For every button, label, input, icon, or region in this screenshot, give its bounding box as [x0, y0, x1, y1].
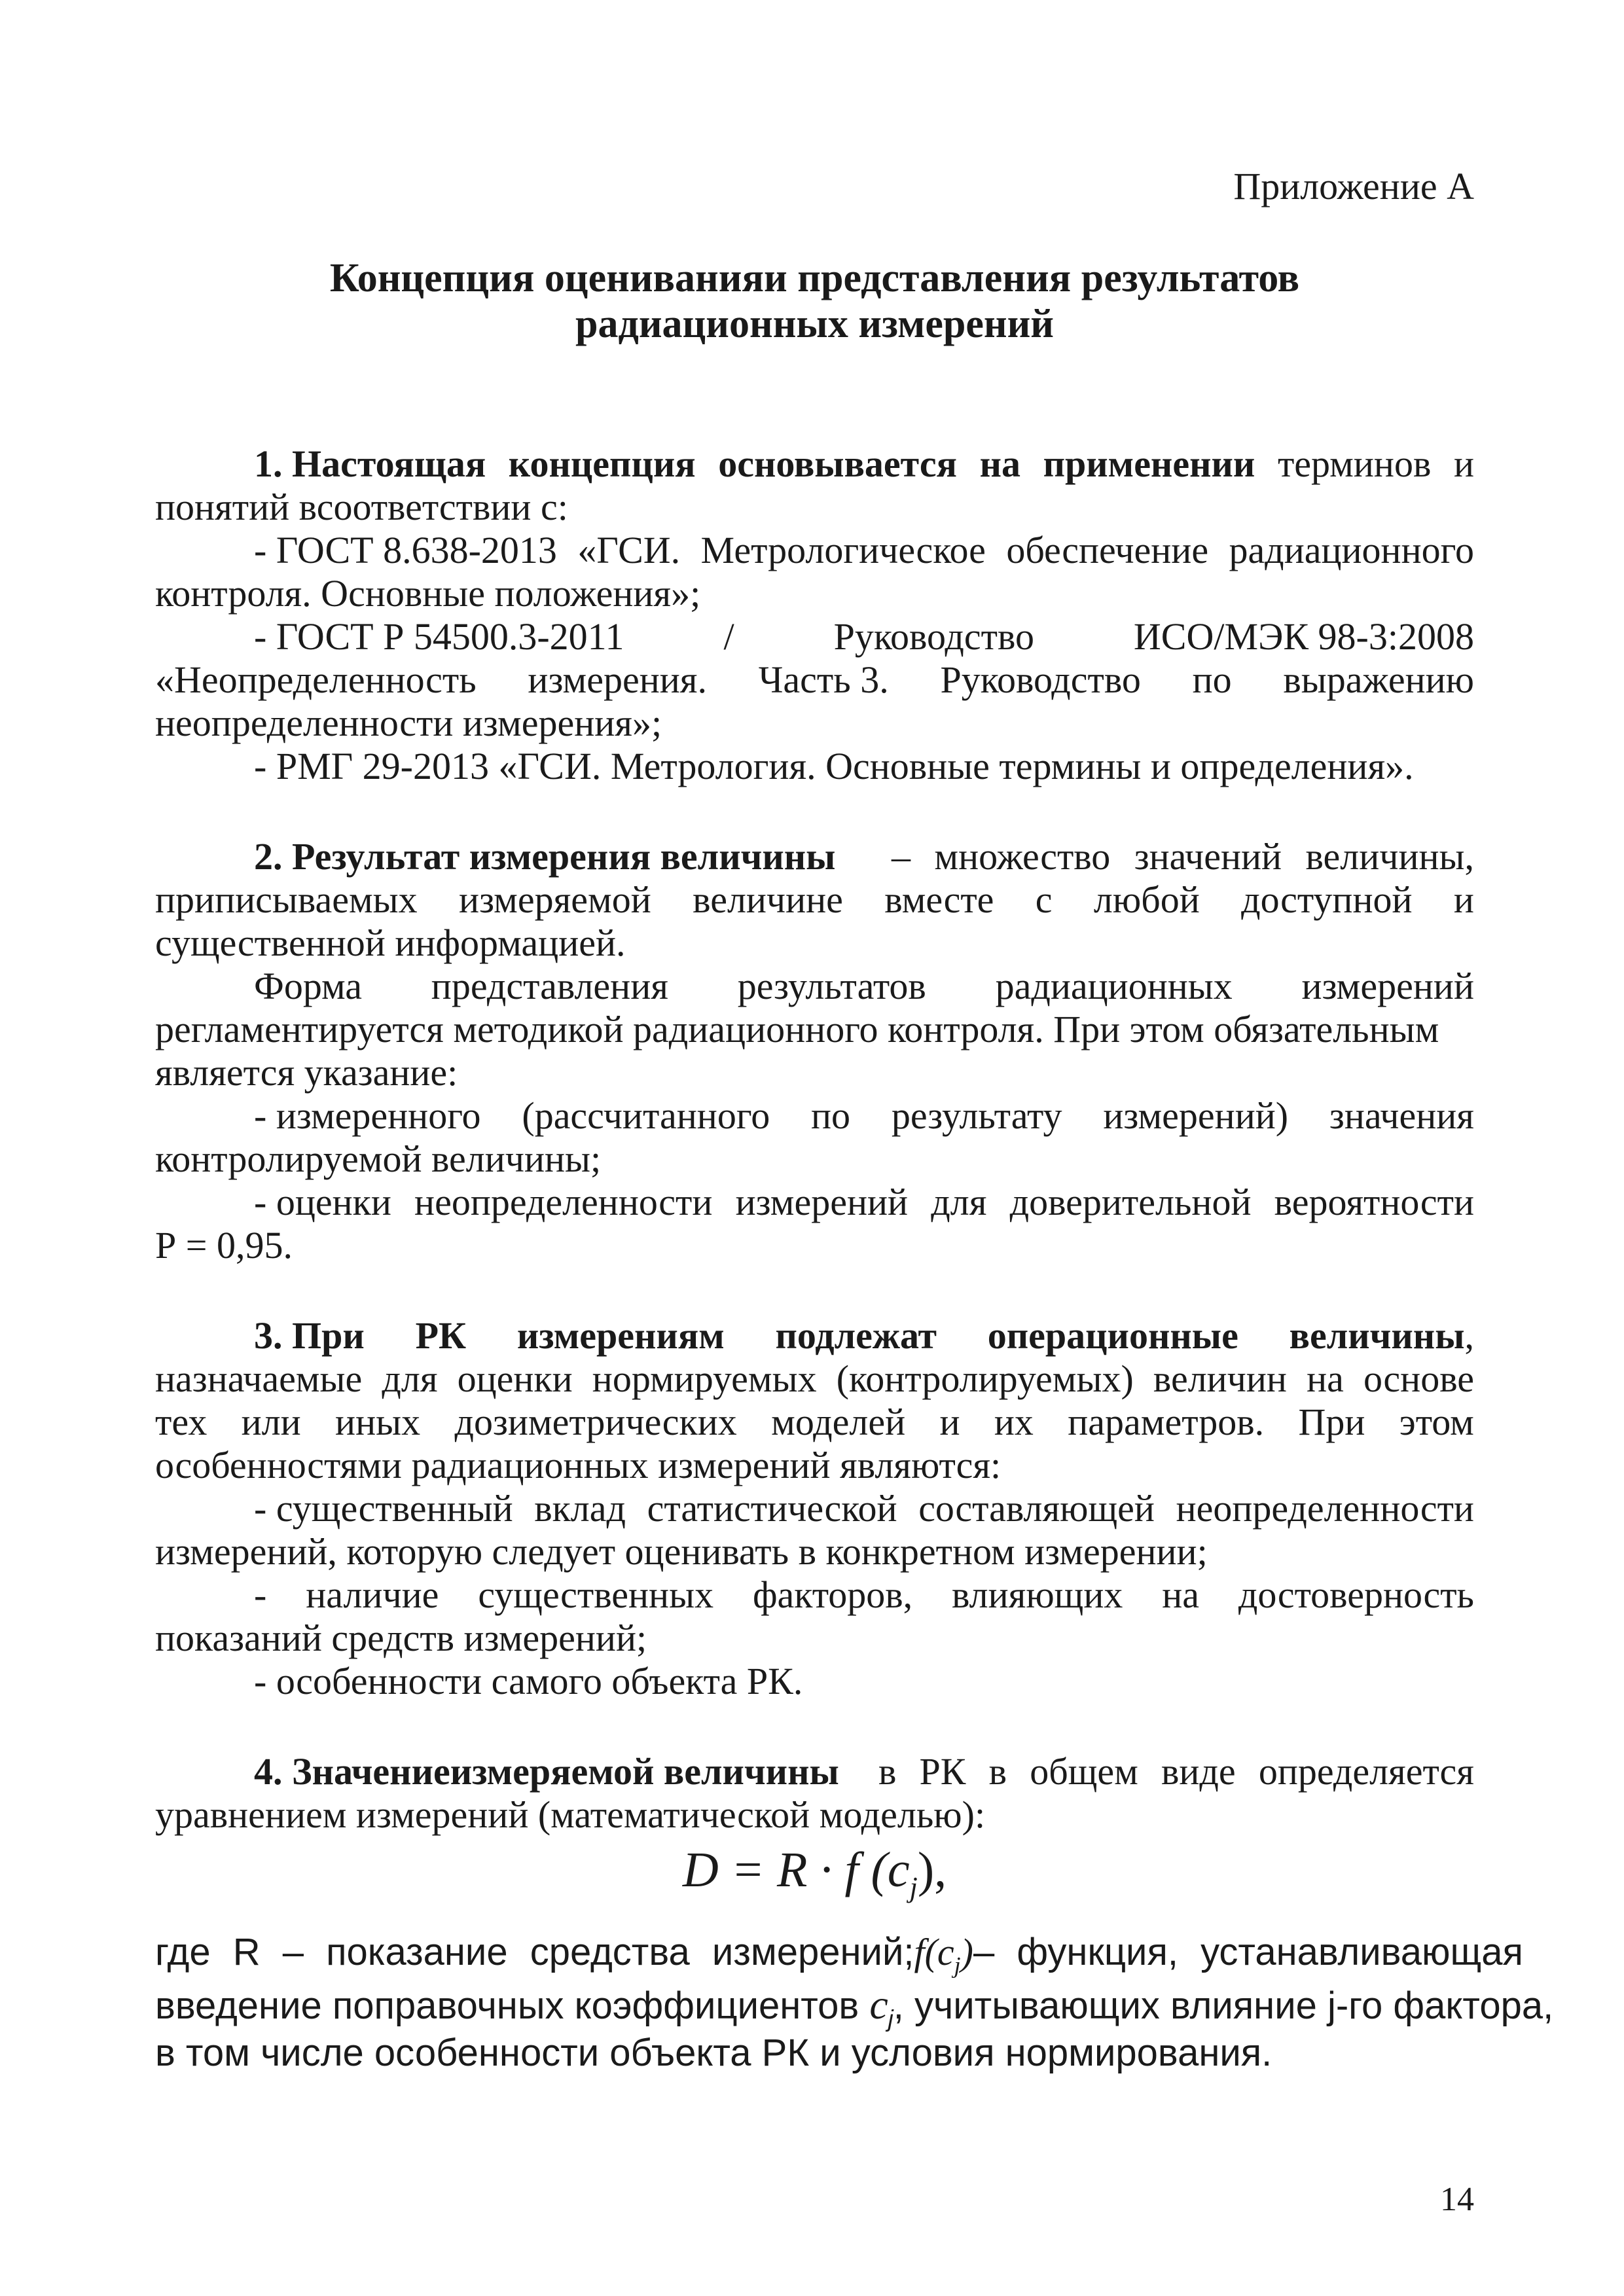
formula-text: D = R · f (c	[682, 1842, 910, 1897]
word: назначаемые	[155, 1357, 363, 1400]
word: с	[1035, 878, 1053, 921]
word: - ГОСТ 8.638-2013	[254, 529, 557, 571]
word: –	[892, 835, 911, 878]
s4-line-1	[254, 1750, 1474, 1793]
s1-num: 1. Настоящая	[254, 442, 486, 485]
word: приписываемых	[155, 878, 418, 921]
word: значения	[1329, 1094, 1474, 1137]
measurement-equation	[155, 1840, 1474, 1917]
word: в	[988, 1750, 1007, 1793]
s4-line-2: уравнением измерений (математической моделью):	[155, 1793, 986, 1836]
word: виде	[1161, 1750, 1236, 1793]
word: общем	[1030, 1750, 1138, 1793]
s2-bullet-1	[254, 1094, 1474, 1138]
word: /	[723, 615, 734, 658]
word: определяется	[1258, 1750, 1474, 1793]
where-text: где R – показание средства измерений;	[155, 1931, 914, 1973]
coefficients-text: введение поправочных коэффициентов	[155, 1984, 859, 2027]
word: неопределенности	[1176, 1487, 1474, 1530]
s3-bullet-2-cont: показаний средств измерений;	[155, 1617, 647, 1659]
function-description: – функция, устанавливающая	[973, 1931, 1523, 1973]
word: этом	[1399, 1401, 1474, 1443]
coefficients-text-2: , учитывающих влияние j-го фактора,	[893, 1984, 1554, 2027]
word: измерений)	[1103, 1094, 1289, 1137]
word: основывается	[718, 442, 957, 485]
word: - оценки	[254, 1181, 391, 1223]
word: (рассчитанного	[522, 1094, 770, 1137]
word: неопределенности	[414, 1181, 713, 1223]
word: параметров.	[1068, 1401, 1265, 1443]
s1-bullet-2-cont	[155, 658, 1474, 702]
word: результату	[891, 1094, 1062, 1137]
s4-where-line-3: в том числе особенности объекта РК и условия нормирования.	[155, 2032, 1272, 2074]
word: концепция	[508, 442, 696, 485]
word: Часть 3.	[758, 658, 889, 701]
s2-bullet-1-cont: контролируемой величины;	[155, 1138, 602, 1180]
appendix-label: Приложение А	[1233, 165, 1474, 207]
function-end: )	[960, 1931, 973, 1973]
word: моделей	[771, 1401, 906, 1443]
word: - существенный	[254, 1487, 513, 1530]
s2-line-1	[254, 835, 1474, 878]
s4-bold-term: Значениеизмеряемой величины	[292, 1750, 839, 1793]
word: по	[811, 1094, 851, 1137]
word: вклад	[534, 1487, 626, 1530]
word: Форма	[254, 965, 362, 1007]
word: и	[1453, 442, 1474, 485]
word: на	[1162, 1573, 1200, 1616]
word: множество	[934, 835, 1111, 878]
title-line-1: Концепция оцениванияи представления результатов	[329, 256, 1300, 300]
s1-bullet-1-cont: контроля. Основные положения»;	[155, 572, 701, 615]
page-number: 14	[1440, 2181, 1474, 2218]
word: При	[1298, 1401, 1365, 1443]
word: - ГОСТ Р 54500.3-2011	[254, 615, 624, 658]
s1-line-1	[254, 442, 1474, 486]
word: - измеренного	[254, 1094, 481, 1137]
word: радиационных	[995, 965, 1233, 1007]
s1-bullet-1	[254, 529, 1474, 572]
word: и	[939, 1401, 960, 1443]
word: составляющей	[918, 1487, 1155, 1530]
s2-p2-line-1	[254, 965, 1474, 1008]
word: операционные	[987, 1314, 1238, 1357]
word: и	[1453, 878, 1474, 921]
word: ИСО/МЭК 98-3:2008	[1133, 615, 1474, 658]
word: вместе	[884, 878, 994, 921]
word: величины,	[1305, 835, 1474, 878]
s2-num: 2.	[254, 835, 283, 878]
s2-bold-term: Результат измерения величины	[292, 835, 836, 878]
s1-bullet-2	[254, 615, 1474, 658]
s2-p2-line-2: регламентируется методикой радиационного контроля. При этом обязательным	[155, 1008, 1439, 1050]
s4-where-line-1	[155, 1931, 1523, 1987]
coefficient-symbol: c	[869, 1981, 888, 2028]
word: измерений	[735, 1181, 909, 1223]
coefficient-subscript: j	[888, 2005, 893, 2032]
s4-num: 4.	[254, 1750, 283, 1793]
word: влияющих	[952, 1573, 1123, 1616]
formula-end: ),	[917, 1842, 947, 1897]
function-subscript: j	[954, 1952, 961, 1979]
word: величине	[693, 878, 843, 921]
s1-bullet-3: - РМГ 29-2013 «ГСИ. Метрология. Основные термины и определения».	[254, 745, 1414, 787]
word: представления	[431, 965, 668, 1007]
s2-bullet-2	[254, 1181, 1474, 1224]
word: применении	[1043, 442, 1255, 485]
word: или	[241, 1401, 301, 1443]
word: по	[1192, 658, 1232, 701]
word: любой	[1093, 878, 1200, 921]
word: существенных	[478, 1573, 714, 1616]
word: на	[1307, 1357, 1344, 1400]
word: для	[382, 1357, 438, 1400]
s3-line-2	[155, 1357, 1474, 1401]
word: тех	[155, 1401, 208, 1443]
word: -	[254, 1573, 267, 1616]
word: иных	[335, 1401, 421, 1443]
s3-bullet-1	[254, 1487, 1474, 1530]
s2-bullet-2-cont: Р = 0,95.	[155, 1224, 293, 1266]
s2-line-2	[155, 878, 1474, 922]
formula-subscript: j	[909, 1871, 918, 1904]
word: обеспечение	[1006, 529, 1209, 571]
word: результатов	[737, 965, 926, 1007]
word: основе	[1363, 1357, 1474, 1400]
title-line-2: радиационных измерений	[575, 302, 1055, 346]
s3-line-3	[155, 1401, 1474, 1444]
word: Руководство	[940, 658, 1141, 701]
word: значений	[1134, 835, 1282, 878]
word: 3. При	[254, 1314, 365, 1357]
word-suffix: ,	[1464, 1314, 1474, 1357]
word: величин	[1153, 1357, 1287, 1400]
word: доступной	[1241, 878, 1413, 921]
word: достоверность	[1238, 1573, 1474, 1616]
word: их	[994, 1401, 1034, 1443]
word: «ГСИ.	[577, 529, 681, 571]
word: «Неопределенность	[155, 658, 477, 701]
word: нормируемых	[592, 1357, 817, 1400]
word: выражению	[1283, 658, 1474, 701]
s3-line-1	[254, 1314, 1474, 1357]
s3-bullet-2	[254, 1573, 1474, 1617]
word: терминов	[1277, 442, 1432, 485]
word: для	[931, 1181, 987, 1223]
word: (контролируемых)	[836, 1357, 1134, 1400]
word: Метрологическое	[700, 529, 986, 571]
word: измерения.	[528, 658, 707, 701]
word: статистической	[647, 1487, 897, 1530]
word: измерений	[1301, 965, 1474, 1007]
word: доверительной	[1009, 1181, 1252, 1223]
word: радиационного	[1229, 529, 1474, 571]
word: величины,	[1289, 1314, 1474, 1357]
s1-bullet-2-cont-2: неопределенности измерения»;	[155, 702, 662, 744]
word: в	[878, 1750, 897, 1793]
word: подлежат	[775, 1314, 937, 1357]
word: Руководство	[833, 615, 1034, 658]
word: РК	[415, 1314, 467, 1357]
word: вероятности	[1274, 1181, 1474, 1223]
word: измеряемой	[459, 878, 651, 921]
word: оценки	[457, 1357, 573, 1400]
s1-line-2: понятий всоответствии с:	[155, 486, 568, 528]
word: дозиметрических	[454, 1401, 737, 1443]
s2-p2-line-3: является указание:	[155, 1051, 458, 1094]
s3-line-4: особенностями радиационных измерений являются:	[155, 1444, 1001, 1486]
s2-line-3: существенной информацией.	[155, 922, 626, 964]
s3-bullet-3: - особенности самого объекта РК.	[254, 1660, 803, 1702]
word: факторов,	[752, 1573, 913, 1616]
word: на	[979, 442, 1020, 485]
s3-bullet-1-cont: измерений, которую следует оценивать в конкретном измерении;	[155, 1530, 1208, 1573]
word: наличие	[306, 1573, 439, 1616]
word: измерениям	[516, 1314, 725, 1357]
function-symbol: f(c	[914, 1931, 954, 1973]
word: РК	[919, 1750, 966, 1793]
